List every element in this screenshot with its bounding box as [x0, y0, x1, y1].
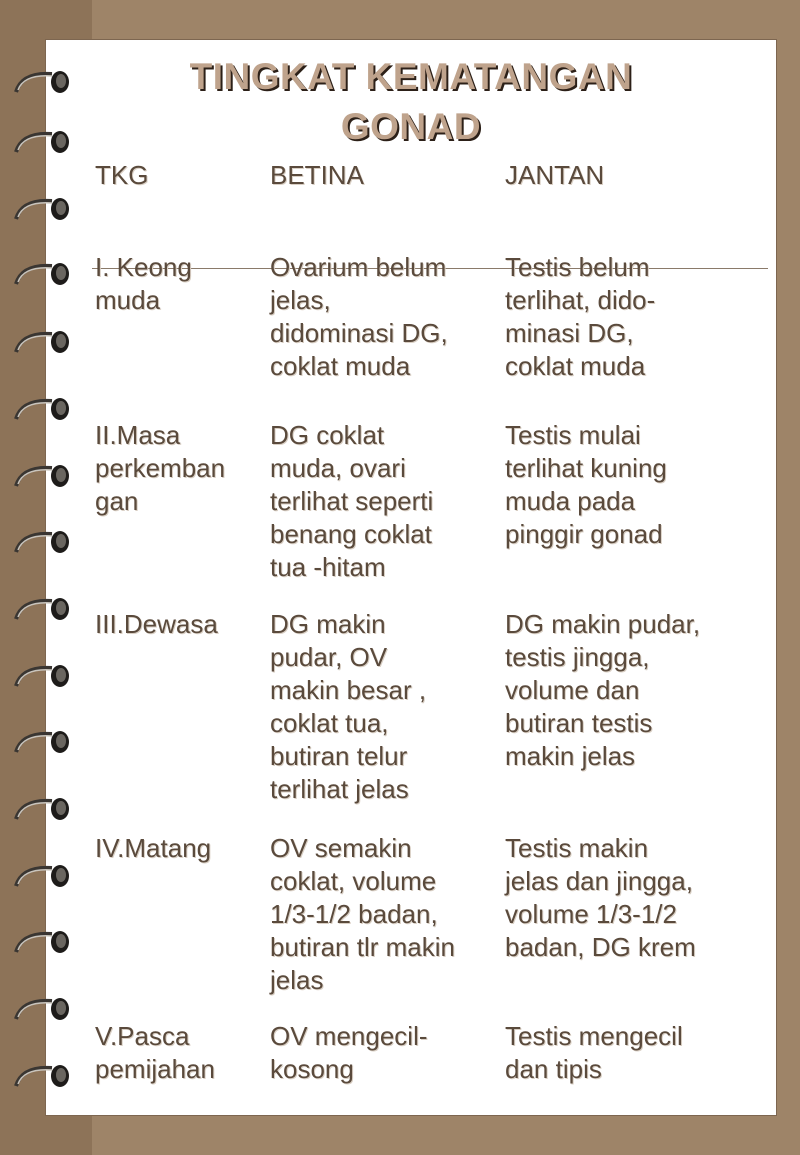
- row-3-betina: DG makin pudar, OV makin besar , coklat tua, butiran telur terlihat jelas: [270, 609, 427, 804]
- spiral-ring-icon: [12, 662, 72, 692]
- title-line-2: GONAD: [340, 106, 482, 147]
- spiral-ring-icon: [12, 260, 72, 290]
- header-betina: BETINA: [270, 160, 364, 190]
- spiral-ring-icon: [12, 595, 72, 625]
- row-1-jantan: Testis belum terlihat, dido- minasi DG, coklat muda: [505, 252, 656, 381]
- title-line-1: TINGKAT KEMATANGAN: [189, 56, 633, 97]
- spiral-ring-icon: [12, 328, 72, 358]
- spiral-ring-icon: [12, 995, 72, 1025]
- spiral-ring-icon: [12, 928, 72, 958]
- spiral-ring-icon: [12, 528, 72, 558]
- row-1-betina: Ovarium belum jelas, didominasi DG, coklat muda: [270, 252, 448, 381]
- spiral-ring-icon: [12, 395, 72, 425]
- spiral-ring-icon: [12, 728, 72, 758]
- row-3-jantan: DG makin pudar, testis jingga, volume dan butiran testis makin jelas: [505, 609, 701, 771]
- row-2-betina: DG coklat muda, ovari terlihat seperti benang coklat tua -hitam: [270, 420, 434, 582]
- row-1-tkg: I. Keong muda: [95, 252, 192, 315]
- row-5-betina: OV mengecil- kosong: [270, 1021, 428, 1084]
- row-4-betina: OV semakin coklat, volume 1/3-1/2 badan, butiran tlr makin jelas: [270, 833, 455, 995]
- spiral-ring-icon: [12, 862, 72, 892]
- row-2-tkg: II.Masa perkemban gan: [95, 420, 226, 516]
- header-jantan: JANTAN: [505, 160, 605, 190]
- row-5-tkg: V.Pasca pemijahan: [95, 1021, 215, 1084]
- row-4-tkg: IV.Matang: [95, 833, 212, 863]
- spiral-ring-icon: [12, 462, 72, 492]
- spiral-ring-icon: [12, 195, 72, 225]
- row-4-jantan: Testis makin jelas dan jingga, volume 1/3-1/2 badan, DG krem: [505, 833, 696, 962]
- header-tkg: TKG: [95, 160, 149, 190]
- spiral-ring-icon: [12, 1062, 72, 1092]
- row-2-jantan: Testis mulai terlihat kuning muda pada pinggir gonad: [505, 420, 667, 549]
- spiral-ring-icon: [12, 795, 72, 825]
- row-5-jantan: Testis mengecil dan tipis: [505, 1021, 683, 1084]
- row-3-tkg: III.Dewasa: [95, 609, 218, 639]
- page-title: [46, 52, 776, 152]
